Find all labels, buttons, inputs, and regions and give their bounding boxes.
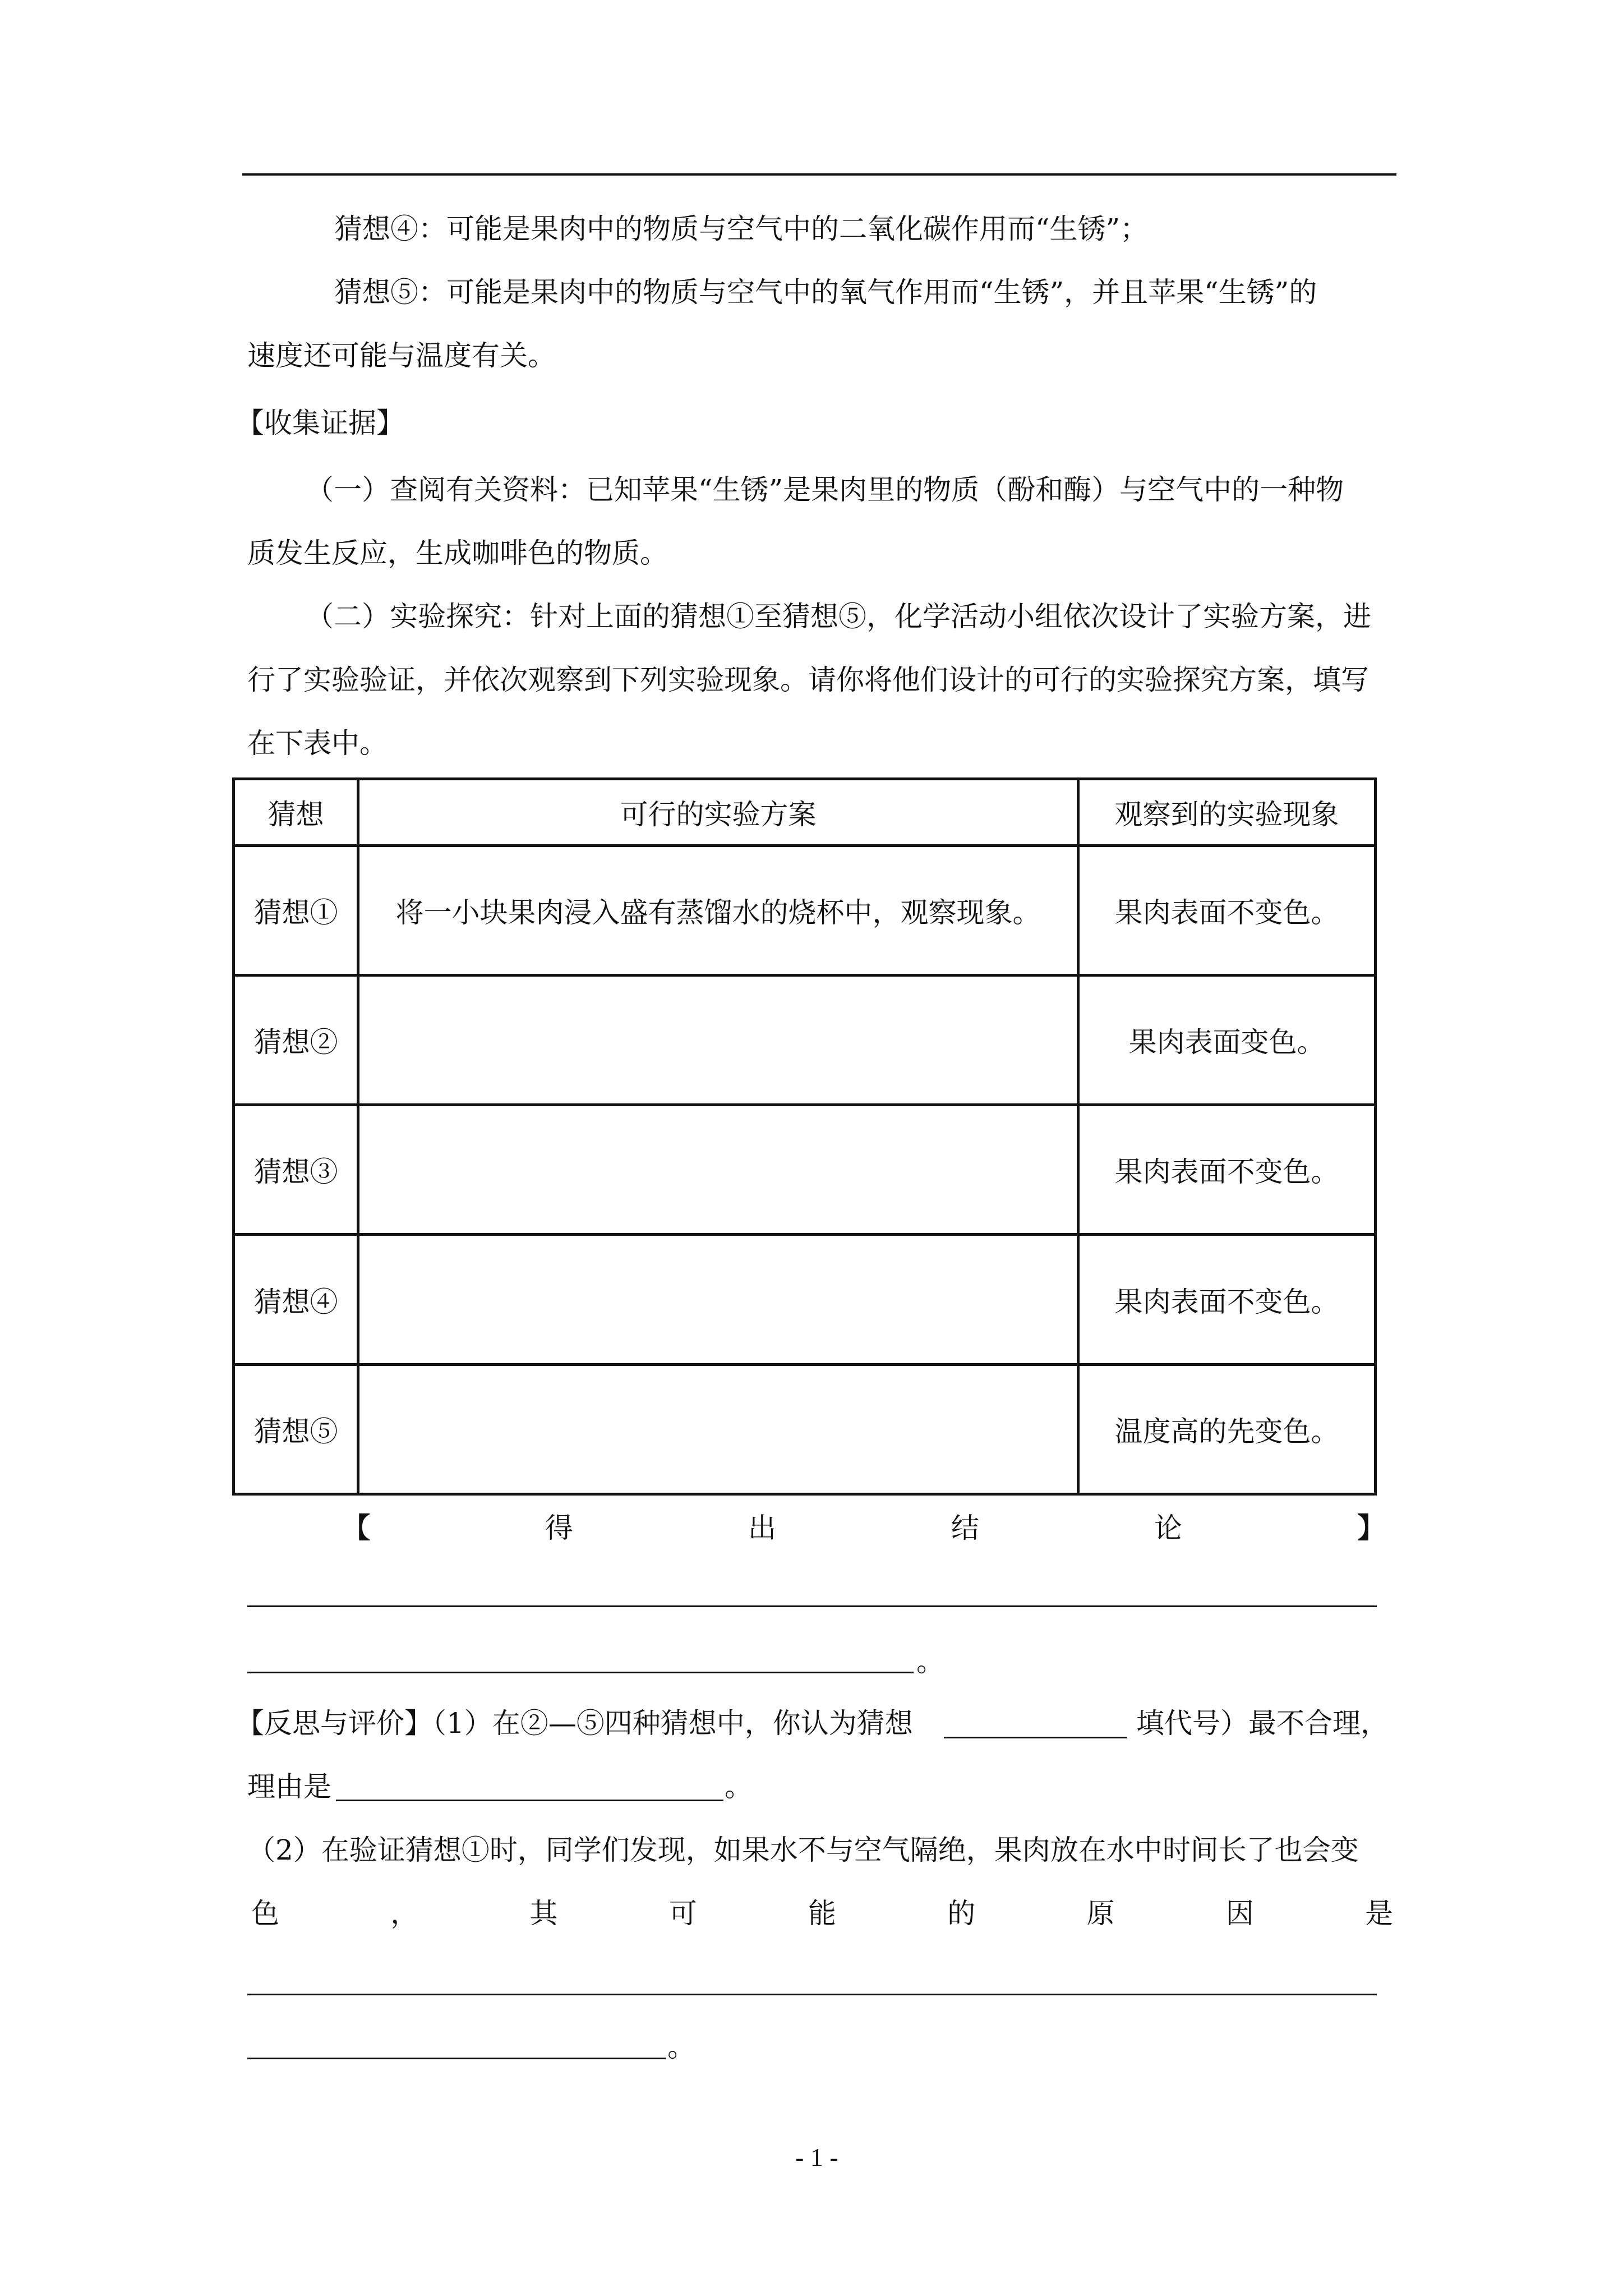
page-number: - 1 - — [795, 2143, 838, 2171]
table-row — [234, 1235, 1376, 1364]
header-rule — [242, 173, 1396, 176]
part1-line2: 质发生反应，生成咖啡色的物质。 — [247, 537, 668, 569]
q2-char: 的 — [947, 1897, 976, 1930]
conclusion-answer-line-2[interactable] — [247, 1672, 914, 1673]
q2-char: 色 — [251, 1897, 279, 1930]
cause-answer-line-1[interactable] — [247, 1994, 1377, 1995]
q2-char: 是 — [1365, 1897, 1393, 1930]
conclusion-char: 结 — [951, 1512, 979, 1544]
part2-line3: 在下表中。 — [247, 727, 388, 760]
table-row — [234, 975, 1376, 1105]
reason-period: 。 — [725, 1770, 753, 1803]
conclusion-answer-line-1[interactable] — [247, 1605, 1377, 1607]
conclusion-close-bracket: 】 — [1357, 1511, 1385, 1544]
reflection-q2-line1: （2）在验证猜想①时，同学们发现，如果水不与空气隔绝，果肉放在水中时间长了也会变 — [247, 1834, 1359, 1866]
row-plan: 将一小块果肉浸入盛有蒸馏水的烧杯中，观察现象。 — [358, 845, 1078, 975]
row-plan-blank[interactable] — [358, 1235, 1078, 1364]
q2-char: 因 — [1225, 1897, 1254, 1930]
cause-answer-line-2[interactable] — [247, 2058, 666, 2059]
row-observation: 果肉表面不变色。 — [1078, 845, 1376, 975]
cause-period: 。 — [667, 2031, 695, 2063]
table-row — [234, 845, 1376, 975]
header-observation: 观察到的实验现象 — [1078, 779, 1376, 846]
header-hypothesis: 猜想 — [234, 779, 358, 846]
row-observation: 果肉表面不变色。 — [1078, 1235, 1376, 1364]
reflection-q2-line2 — [251, 1897, 1393, 1930]
part2-line1: （二）实验探究：针对上面的猜想①至猜想⑤，化学活动小组依次设计了实验方案，进 — [306, 600, 1371, 633]
row-plan-blank[interactable] — [358, 1364, 1078, 1494]
part2-line2: 行了实验验证，并依次观察到下列实验现象。请你将他们设计的可行的实验探究方案，填写 — [247, 664, 1369, 696]
q2-char: 其 — [529, 1897, 558, 1930]
row-hypothesis: 猜想③ — [234, 1105, 358, 1235]
hypothesis-5-line1: 猜想⑤：可能是果肉中的物质与空气中的氧气作用而“生锈”，并且苹果“生锈”的 — [334, 276, 1317, 309]
part1-line1: （一）查阅有关资料：已知苹果“生锈”是果肉里的物质（酚和酶）与空气中的一种物 — [306, 473, 1344, 506]
q2-char: 可 — [668, 1897, 697, 1930]
experiment-table — [232, 777, 1377, 1496]
table-row — [234, 1105, 1376, 1235]
row-hypothesis: 猜想⑤ — [234, 1364, 358, 1494]
row-plan-blank[interactable] — [358, 1105, 1078, 1235]
reflection-q1-suffix: 填代号）最不合理， — [1136, 1707, 1389, 1740]
table-row — [234, 1364, 1376, 1494]
conclusion-char: 得 — [545, 1512, 573, 1544]
header-plan: 可行的实验方案 — [358, 779, 1078, 846]
conclusion-period: 。 — [916, 1645, 944, 1678]
row-hypothesis: 猜想④ — [234, 1235, 358, 1364]
hypothesis-5-line2: 速度还可能与温度有关。 — [247, 339, 556, 372]
reflection-q1-prefix: 【反思与评价】（1）在②—⑤四种猜想中，你认为猜想 — [236, 1707, 913, 1740]
hypothesis-code-blank[interactable] — [944, 1737, 1127, 1738]
row-hypothesis: 猜想② — [234, 975, 358, 1105]
conclusion-open-bracket: 【 — [342, 1511, 370, 1544]
collect-evidence-heading: 【收集证据】 — [236, 407, 404, 439]
reason-answer-line[interactable] — [336, 1800, 723, 1801]
row-observation: 温度高的先变色。 — [1078, 1364, 1376, 1494]
conclusion-heading — [342, 1511, 1385, 1545]
q2-char: 原 — [1086, 1897, 1115, 1930]
conclusion-char: 论 — [1154, 1512, 1182, 1544]
row-observation: 果肉表面不变色。 — [1078, 1105, 1376, 1235]
table-header-row — [234, 779, 1376, 846]
reflection-reason-prefix: 理由是 — [247, 1770, 331, 1803]
hypothesis-4: 猜想④：可能是果肉中的物质与空气中的二氧化碳作用而“生锈”； — [334, 213, 1149, 245]
row-plan-blank[interactable] — [358, 975, 1078, 1105]
conclusion-char: 出 — [748, 1512, 776, 1544]
q2-char: 能 — [808, 1897, 836, 1930]
q2-char: ， — [390, 1897, 419, 1930]
row-observation: 果肉表面变色。 — [1078, 975, 1376, 1105]
row-hypothesis: 猜想① — [234, 845, 358, 975]
